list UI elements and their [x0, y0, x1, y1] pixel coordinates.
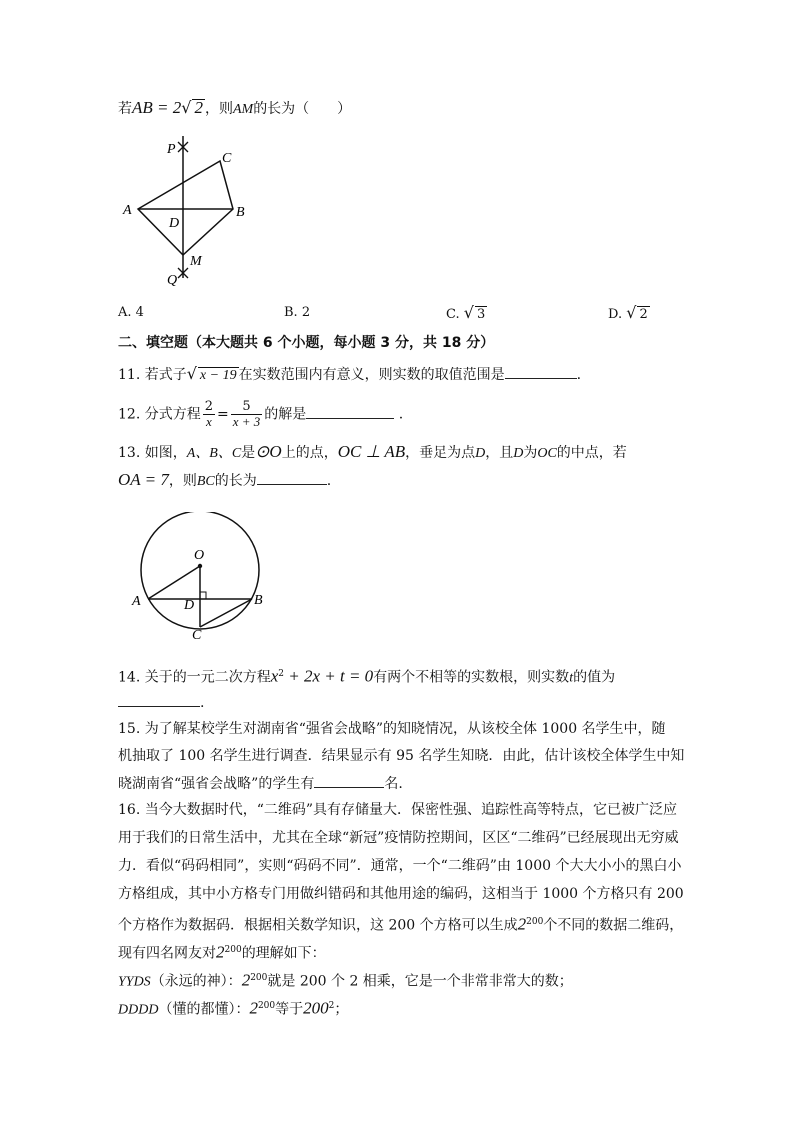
label-d: D [169, 216, 180, 231]
option-b: B. 2 [284, 305, 311, 320]
q10-figure [116, 132, 256, 292]
q16-dddd: DDDD（懂的都懂）：$2^{200}$等于$200^2$； [118, 998, 349, 1018]
q16-line6: 现有四名网友对$2^{200}$的理解如下： [118, 942, 326, 962]
q13-line1: 13. 如图，A、B、C是⊙O上的点，OC ⊥ AB，垂足为点D，且D为OC的中点，若 [118, 442, 627, 461]
label-c: C [192, 628, 202, 643]
label-b: B [236, 205, 245, 220]
label-d: D [184, 598, 195, 613]
q16-line3: 力．看似“码码相同”，实则“码码不同”．通常，一个“二维码”由 1000 个大大小小的黑白小 [118, 858, 682, 874]
label-b: B [254, 593, 263, 608]
q14-line2: . [118, 692, 204, 713]
ab-symbol: AB [132, 98, 153, 117]
option-d: D. √ 2 [608, 303, 648, 322]
q16-line5: 个方格作为数据码．根据相关数学知识，这 200 个方格可以生成$2^{200}$个不同的数据二维码， [118, 914, 684, 934]
q12: 12. 分式方程 $\frac{2}{x}$ = $\frac{5}{x + 3}$ 的解是 . [118, 399, 404, 429]
q15-line1: 15. 为了解某校学生对湖南省“强省会战略”的知晓情况，从该校全体 1000 名学生中，随 [118, 721, 666, 737]
q16-yyds: YYDS（永远的神）：$2^{200}$就是 200 个 2 相乘，它是一个非常非常大的数； [118, 970, 573, 990]
label-a: A [132, 594, 141, 609]
answer-blank [306, 404, 394, 419]
section-heading: 二、填空题（本大题共 6 个小题，每小题 3 分，共 18 分） [118, 335, 495, 351]
label-m: M [190, 254, 202, 269]
label-p: P [167, 142, 176, 157]
q13-figure [128, 512, 278, 644]
label-c: C [222, 151, 232, 166]
answer-blank [118, 692, 200, 707]
label-q: Q [167, 273, 178, 288]
option-a: A. 4 [118, 305, 144, 320]
q16-line4: 方格组成，其中小方格专门用做纠错码和其他用途的编码，这相当于 1000 个方格只有 200 [118, 886, 684, 902]
answer-blank [314, 773, 384, 788]
q10-stem: 若AB = 2√ 2 ，则AM的长为（ ） [118, 98, 352, 117]
q14-line1: 14. 关于的一元二次方程$x^2 + 2x + t = 0$有两个不相等的实数根，则实数t的值为 [118, 666, 616, 686]
answer-blank [257, 470, 327, 485]
label-a: A [123, 203, 132, 218]
q16-line1: 16. 当今大数据时代，“二维码”具有存储量大．保密性强、追踪性高等特点，它已被广泛应 [118, 802, 678, 818]
q11: 11. 若式子√ x − 19 在实数范围内有意义，则实数的取值范围是 . [118, 364, 582, 383]
q16-line2: 用于我们的日常生活中，尤其在全球“新冠”疫情防控期间，区区“二维码”已经展现出无穷威 [118, 830, 679, 846]
option-c: C. √ 3 [446, 303, 486, 322]
q15-line3: 晓湖南省“强省会战略”的学生有 名. [118, 773, 403, 794]
answer-blank [505, 364, 577, 379]
label-o: O [194, 548, 205, 563]
q15-line2: 机抽取了 100 名学生进行调查．结果显示有 95 名学生知晓．由此，估计该校全体学生中知 [118, 748, 685, 764]
q13-line2: OA = 7，则BC的长为 . [118, 470, 332, 489]
